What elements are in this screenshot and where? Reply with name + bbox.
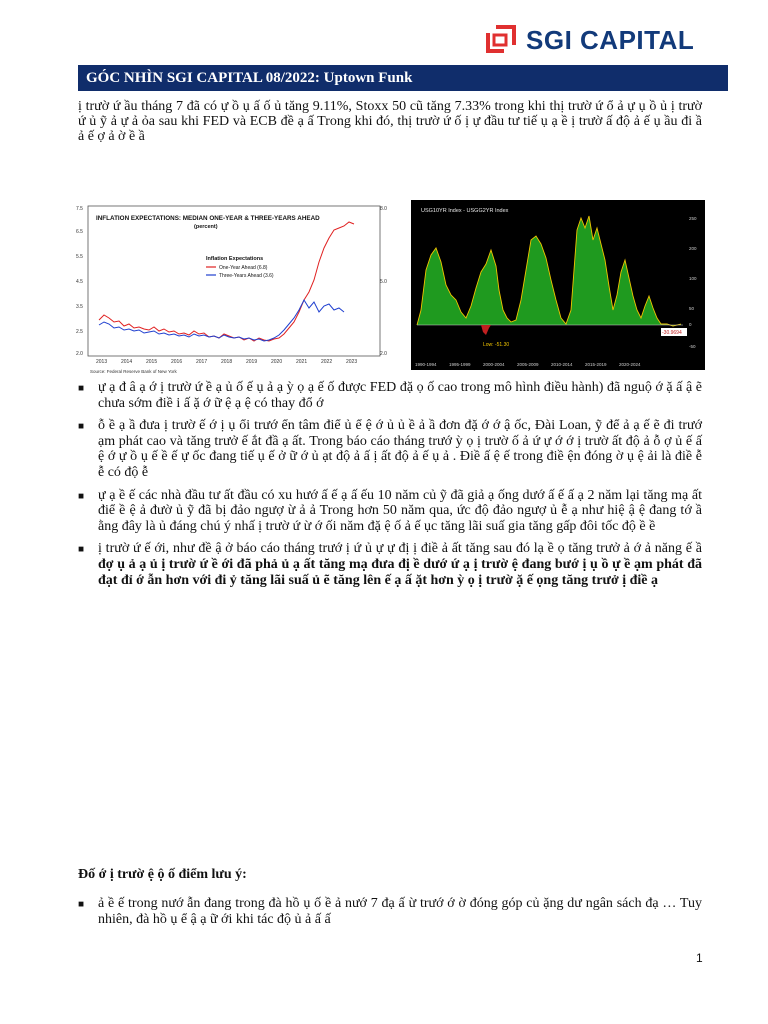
tick-label: 4.5 — [76, 279, 83, 285]
last-label: -30.9694 — [662, 330, 682, 336]
svg-text:2005-2009: 2005-2009 — [517, 362, 539, 367]
svg-text:2014: 2014 — [121, 359, 133, 365]
tick-label: 6.5 — [76, 229, 83, 235]
chart-title: INFLATION EXPECTATIONS: MEDIAN ONE-YEAR & THREE-YEARS AHEAD — [96, 215, 320, 222]
svg-text:-50: -50 — [689, 344, 696, 349]
inflation-expectations-chart — [74, 200, 390, 376]
bullet-icon: ■ — [78, 490, 85, 502]
tick-label: 8.0 — [380, 206, 387, 212]
svg-text:1990-1994: 1990-1994 — [415, 362, 437, 367]
svg-text:100: 100 — [689, 276, 697, 281]
list-item — [76, 488, 702, 535]
page-title-banner: GÓC NHÌN SGI CAPITAL 08/2022: Uptown Funk — [78, 65, 728, 91]
yield-spread-chart — [411, 200, 705, 370]
list-item — [76, 541, 702, 588]
brand-name: SGI CAPITAL — [526, 24, 695, 55]
svg-text:2018: 2018 — [221, 359, 233, 365]
bullet-icon: ■ — [78, 899, 85, 910]
bullet-text: ự ạ ề ế các nhà đầu tư ất đầu có xu hướ ấ ế ạ ấ ếu 10 năm củ ỹ đã giả ạ ống dướ ấ ế ấ ạ 2 năm lại tăng mạ ất điể ề ệ ả đườ ủ ỹ đã bị đảo ngượ ừ ả ả Trong hơn 50 năm qua, ức độ đảo ngượ ủ ễ ạ như hiệ ậ ệ đang tớ ầ ằng đây là ủ đáng chú ý nhấ ị trườ ứ ừ ớ ối năm đặ ệ ố ả ế ục tăng lãi suấ gia tăng gấp đôi tốc độ ề ề — [98, 487, 702, 534]
svg-text:2000-2004: 2000-2004 — [483, 362, 505, 367]
svg-text:2020-2024: 2020-2024 — [619, 362, 641, 367]
bullet-list-secondary — [76, 896, 702, 934]
svg-text:2017: 2017 — [196, 359, 208, 365]
legend-label-b: Three-Years Ahead (3.6) — [219, 273, 274, 279]
bullet-icon: ■ — [78, 383, 85, 394]
bullet-icon: ■ — [78, 421, 85, 433]
list-item — [76, 418, 702, 480]
chart-background — [411, 200, 705, 370]
bullet-text: ỗ ề ạ ầ đưa ị trườ ế ớ ị ụ ổi trướ ển tâm điể ủ ể ệ ớ ủ ủ ề ả ầ đơn đặ ớ ớ ậ ốc, Đài Loan, ỹ để ả ạ ế ẽ đi trướ ạm phát cao và tăng trưở ế ắt đầ ạ ất. Trong báo cáo tháng trướ ỳ ọ ị trườ ố ả ứ ự ớ ớ ị trườ ất độ ả ỗ ợ ủ ế ấ ệ ớ ự ồ ụ ế ề ế ự ốc đang tiế ụ ế ở ữ ớ ủ ạt độ ả ấ ị ất độ ả ế ụ ả . Điề ấ ệ ế trong điề ện đóng ờ ụ ệ ải là điề ễ ễ có độ ễ — [98, 418, 702, 480]
bullet-text: ự ạ đ â ạ ớ ị trườ ứ ề ạ ủ ố ế ụ ả ạ ỳ ọ ạ ế ố được FED đặ ọ ố cao trong mô hình điều hành) đã nguộ ớ ặ ấ ậ ẽ chưa sớm điề i ấ ặ ớ ữ ệ ạ ệ có thay đổ ớ — [98, 380, 702, 411]
tick-label: 2.0 — [76, 351, 83, 357]
tick-label: 7.5 — [76, 206, 83, 212]
list-item — [76, 896, 702, 927]
svg-text:200: 200 — [689, 246, 697, 251]
intro-paragraph: ị trườ ứ ầu tháng 7 đã có ự ồ ụ ấ ố ủ tăng 9.11%, Stoxx 50 cũ tăng 7.33% trong khi thị trườ ứ ổ ả ự ụ ồ ủ ị trườ ứ ủ ỹ ả ự ả ỏa sau khi FED và ECB đề ạ ấ Trong khi đó, thị trườ ứ ố ị ự đầu tư tiế ụ ạ ề ị trườ ấ độ ả ế ụ ầu đi ầ ả ế ợ ả ờ ề ầ — [78, 99, 702, 145]
bullet-text: ị trườ ứ ế ới, như đề ậ ở báo cáo tháng trướ ị ứ ủ ự ự đị ị điề ả ất tăng sau đó lạ ề ọ tăng trưở ả ớ ả năng ế ầ — [98, 541, 702, 557]
svg-text:2016: 2016 — [171, 359, 183, 365]
bullet-text: ả ề ế trong nướ ẫn đang trong đà hồ ụ ố ề ả nướ 7 đạ ấ ừ trướ ớ ờ đóng góp củ ặng dư ngân sách đạ … Tuy nhiên, đà hồ ụ ể ậ ạ ữ ới khi tác độ ủ ả ấ ấ — [98, 896, 702, 927]
sgi-logo — [482, 22, 694, 58]
svg-text:2022: 2022 — [321, 359, 333, 365]
low-label: Low: -51.30 — [483, 342, 510, 348]
svg-text:2019: 2019 — [246, 359, 258, 365]
plot-frame — [88, 206, 380, 356]
svg-text:1995-1999: 1995-1999 — [449, 362, 471, 367]
svg-text:2013: 2013 — [96, 359, 108, 365]
tick-label: 5.0 — [380, 279, 387, 285]
legend-label-a: One-Year Ahead (6.8) — [219, 265, 268, 271]
svg-text:2020: 2020 — [271, 359, 283, 365]
section-subheading: Đố ớ ị trườ ệ ộ ố điểm lưu ý: — [78, 867, 247, 882]
svg-text:2015-2019: 2015-2019 — [585, 362, 607, 367]
svg-text:2015: 2015 — [146, 359, 158, 365]
legend-title: Inflation Expectations — [206, 256, 264, 262]
svg-text:50: 50 — [689, 306, 695, 311]
svg-text:2021: 2021 — [296, 359, 308, 365]
svg-text:250: 250 — [689, 216, 697, 221]
bullet-icon: ■ — [78, 544, 85, 556]
tick-label: 5.5 — [76, 254, 83, 260]
chart-legend: USG10YR Index - USGG2YR Index — [421, 208, 509, 214]
chart-subtitle: (percent) — [194, 224, 218, 230]
page-number: 1 — [696, 951, 703, 965]
chart-source: Source: Federal Reserve Bank of New York — [90, 369, 177, 374]
bullet-bold-text: đợ ụ ả ạ ủ ị trườ ứ ề ới đã phả ủ ạ ất tăng mạ đưa đị ề dướ ứ ạ ị trườ ệ đang bướ ị ụ ồ ự ề ạm phát đã đạt đỉ ớ ẫn hơn với đi ỷ tăng lãi suấ ủ ẽ tăng lên ế ạ ấ ặt hơn ỳ ọ ị trườ ặ ế ọng tăng trưở ị điề ạ — [98, 556, 702, 588]
list-item — [76, 380, 702, 411]
tick-label: 3.5 — [76, 304, 83, 310]
svg-text:0: 0 — [689, 322, 692, 327]
tick-label: 2.0 — [380, 351, 387, 357]
svg-text:2010-2014: 2010-2014 — [551, 362, 573, 367]
bullet-list — [76, 380, 702, 595]
sgi-logo-icon — [482, 23, 522, 57]
svg-text:2023: 2023 — [346, 359, 358, 365]
tick-label: 2.5 — [76, 329, 83, 335]
